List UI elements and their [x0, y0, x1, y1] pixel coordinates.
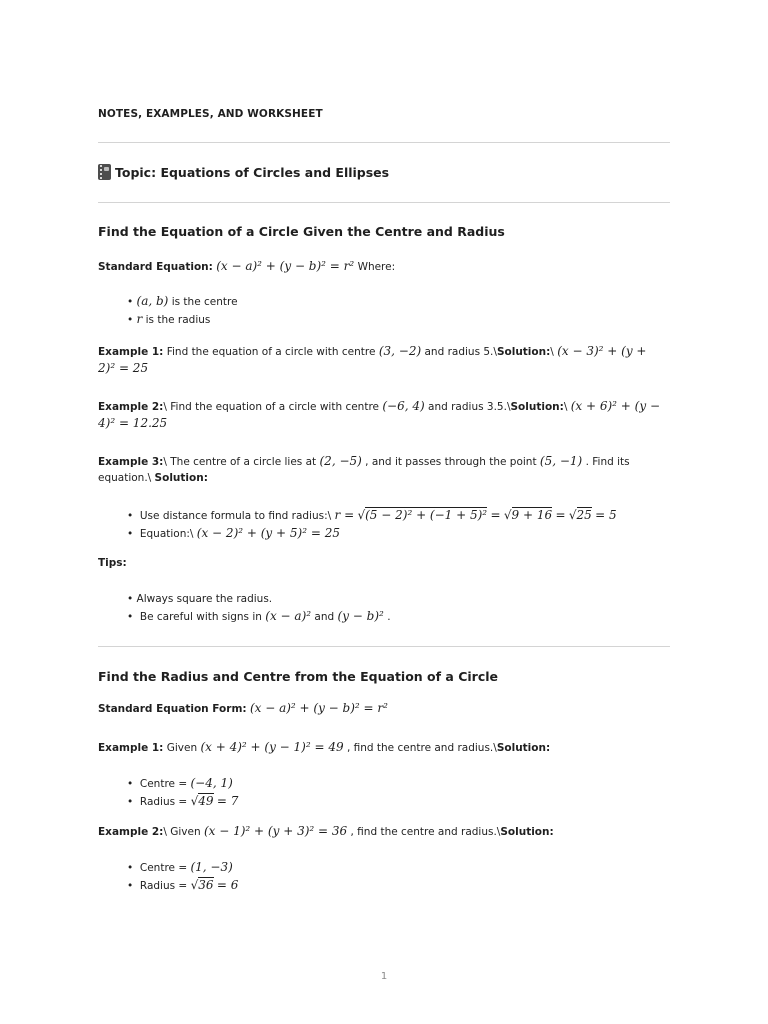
list-item-text: is the radius: [145, 314, 211, 326]
definition-list: [127, 293, 238, 329]
solution-label: Solution:: [500, 826, 554, 838]
tip-text: Be careful with signs in: [139, 611, 262, 623]
standard-equation: (x − a)² + (y − b)² = r²: [216, 259, 355, 273]
list-item-text: is the centre: [171, 296, 238, 308]
topic-label: Topic: Equations of Circles and Ellipses: [115, 164, 390, 180]
equals: =: [555, 508, 566, 522]
solution-label: Solution:: [510, 401, 564, 413]
example-3: [98, 453, 670, 486]
example-text: , and it passes through the point: [365, 456, 537, 468]
step-text: Radius =: [139, 880, 188, 892]
list-item: [127, 775, 238, 793]
tip-text: and: [314, 611, 335, 623]
standard-form-label: Standard Equation Form:: [98, 703, 247, 715]
list-item: [127, 293, 238, 311]
example-text: equation.\: [98, 472, 152, 484]
tip-text: Always square the radius.: [136, 593, 273, 605]
tips-list: [127, 591, 391, 626]
square-root: √36: [190, 878, 214, 892]
example-point: (5, −1): [539, 454, 583, 468]
standard-form-line: [98, 700, 670, 717]
equals: =: [490, 508, 501, 522]
tips-label: [98, 555, 670, 571]
standard-equation-label: Standard Equation:: [98, 261, 213, 273]
example-text: . Find its: [585, 456, 630, 468]
solution-steps: [127, 507, 617, 543]
centre-value: (−4, 1): [190, 776, 233, 790]
step-text: Radius =: [139, 796, 188, 808]
list-item: [127, 507, 617, 525]
document-header: NOTES, EXAMPLES, AND WORKSHEET: [98, 108, 323, 120]
example-text: \ Given: [163, 826, 201, 838]
square-root: √25: [568, 508, 592, 522]
example-text: \ Find the equation of a circle with centre: [163, 401, 379, 413]
solution-label: Solution:: [496, 346, 551, 358]
square-root: √(5 − 2)² + (−1 + 5)²: [357, 508, 488, 522]
centre-symbol: (a, b): [136, 294, 169, 308]
example-label: Example 1:: [98, 346, 164, 358]
example-text: Given: [166, 742, 198, 754]
tip-text: .: [387, 611, 391, 623]
list-item: [127, 859, 238, 877]
section-heading: Find the Equation of a Circle Given the Centre and Radius: [98, 224, 505, 239]
example-text: \ The centre of a circle lies at: [163, 456, 317, 468]
radicand: 49: [198, 794, 214, 808]
example-label: Example 3:: [98, 456, 164, 468]
radius-value: = 7: [216, 794, 239, 808]
example-2: [98, 823, 670, 840]
example-2: Example 2:\ Find the equation of a circle with centre (−6, 4) and radius 3.5.\Solution:\ (x + 6)² + (y − 4)² = 12.25: [98, 399, 661, 430]
where-text: Where:: [357, 261, 396, 273]
example-text: and radius 5.\: [424, 346, 497, 358]
example-1: [98, 739, 670, 756]
tip-math: (x − a)²: [265, 609, 312, 623]
centre-value: (1, −3): [190, 860, 233, 874]
tip-math: (y − b)²: [337, 609, 384, 623]
standard-equation-line: [98, 258, 670, 275]
section-heading: Find the Radius and Centre from the Equation of a Circle: [98, 669, 499, 684]
step-text: Centre =: [139, 778, 188, 790]
square-root: √9 + 16: [503, 508, 553, 522]
example-text: Find the equation of a circle with centre: [166, 346, 376, 358]
list-item: [127, 608, 391, 626]
solution-equation: (x − 3)² + (y +: [557, 344, 647, 358]
step-text: Centre =: [139, 862, 188, 874]
list-item: [127, 793, 238, 811]
solution-label: Solution:: [154, 472, 208, 484]
solution-equation: 4)² = 12.25: [98, 416, 168, 430]
topic-title: [98, 164, 389, 180]
solution-steps: [127, 859, 238, 895]
radius-symbol: r: [136, 312, 143, 326]
step-text: Equation:\: [139, 528, 194, 540]
example-equation: (x − 1)² + (y + 3)² = 36: [203, 824, 348, 838]
radicand: 36: [198, 878, 214, 892]
step-text: Use distance formula to find radius:\: [139, 510, 332, 522]
example-centre: (2, −5): [319, 454, 362, 468]
tips-heading: Tips:: [98, 557, 127, 569]
result: = 5: [595, 508, 617, 522]
page-number: 1: [380, 971, 388, 982]
radius-value: = 6: [216, 878, 239, 892]
solution-equation: (x − 2)² + (y + 5)² = 25: [196, 526, 340, 540]
example-text: and radius 3.5.\: [428, 401, 511, 413]
divider: [98, 202, 670, 203]
example-text: , find the centre and radius.\: [350, 826, 501, 838]
radicand: 9 + 16: [511, 508, 553, 522]
solution-label: Solution:: [496, 742, 551, 754]
radicand: (5 − 2)² + (−1 + 5)²: [365, 508, 488, 522]
example-label: Example 1:: [98, 742, 164, 754]
solution-equation: (x + 6)² + (y −: [570, 399, 661, 413]
radius-expression: r =: [334, 508, 355, 522]
square-root: √49: [190, 794, 214, 808]
divider: [98, 646, 670, 647]
example-centre: (−6, 4): [382, 399, 425, 413]
example-centre: (3, −2): [378, 344, 422, 358]
list-item: [127, 877, 238, 895]
standard-form-equation: (x − a)² + (y − b)² = r²: [249, 701, 388, 715]
list-item: [127, 525, 617, 543]
example-equation: (x + 4)² + (y − 1)² = 49: [200, 740, 344, 754]
solution-steps: [127, 775, 238, 811]
list-item: [127, 591, 391, 608]
list-item: [127, 311, 238, 329]
solution-equation: 2)² = 25: [98, 361, 149, 375]
example-text: , find the centre and radius.\: [346, 742, 497, 754]
example-label: Example 2:: [98, 401, 164, 413]
radicand: 25: [576, 508, 592, 522]
example-label: Example 2:: [98, 826, 164, 838]
notebook-icon: [98, 164, 111, 180]
example-1: Example 1: Find the equation of a circle with centre (3, −2) and radius 5.\Solution:\ (x − 3)² + (y + 2)² = 25: [98, 344, 647, 375]
divider: [98, 142, 670, 143]
